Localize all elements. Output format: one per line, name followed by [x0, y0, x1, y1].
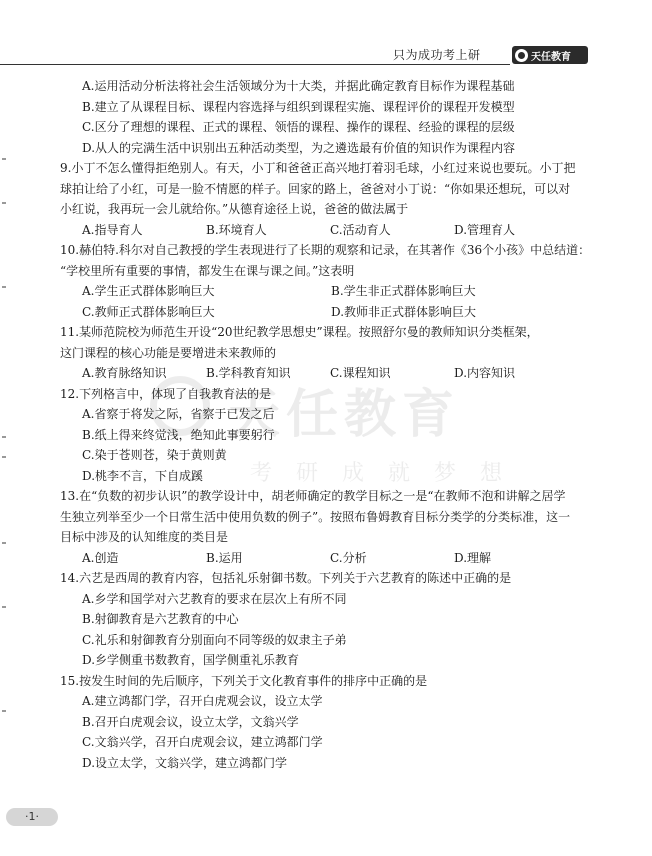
page-header — [0, 44, 600, 66]
option-a: A.指导育人 — [82, 222, 143, 237]
option-c: C.教师正式群体影响巨大 — [82, 304, 215, 319]
question-text: 11.某师范院校为师范生开设“20世纪教学思想史”课程。按照舒尔曼的教师知识分类框架， — [60, 325, 539, 339]
option-line: D.桃李不言，下自成蹊 — [82, 468, 204, 483]
option-line: B.建立了从课程目标、课程内容选择与组织到课程实施、课程评价的课程开发模型 — [82, 99, 515, 114]
option-d: D.管理育人 — [454, 222, 516, 237]
gutter-mark — [2, 436, 6, 438]
option-c: C.课程知识 — [330, 366, 391, 380]
gutter-mark — [2, 158, 6, 160]
watermark-title: 天任教育 — [228, 385, 461, 445]
option-row — [60, 220, 592, 241]
option-d: D.内容知识 — [454, 366, 516, 380]
option-row — [60, 302, 592, 323]
option-b: B.环境育人 — [206, 222, 267, 237]
question-text: 10.赫伯特.科尔对自己教授的学生表现进行了长期的观察和记录，在其著作《36个小孩》中总结道： — [60, 243, 591, 257]
question-text: 小红说，我再玩一会儿就给你。”从德育途径上说，爸爸的做法属于 — [60, 202, 409, 216]
option-row — [60, 548, 592, 569]
brand-logo-icon — [515, 49, 528, 62]
question-text: 9.小丁不怎么懂得拒绝别人。有天，小丁和爸爸正高兴地打着羽毛球，小红过来说也要玩。小丁把 — [60, 161, 576, 175]
option-c: C.活动育人 — [330, 222, 391, 237]
question-text: 13.在“负数的初步认识”的教学设计中，胡老师确定的教学目标之一是“在教师不泡和讲解之居学 — [60, 489, 566, 503]
option-line: D.乡学侧重书数教育，国学侧重礼乐教育 — [82, 653, 300, 667]
option-c: C.分析 — [330, 550, 367, 565]
option-line: A.乡学和国学对六艺教育的要求在层次上有所不同 — [82, 591, 347, 606]
gutter-mark — [2, 542, 6, 544]
gutter-mark — [2, 606, 6, 608]
option-line: B.射御教育是六艺教育的中心 — [82, 612, 239, 626]
option-row — [60, 281, 592, 302]
header-rule — [0, 64, 510, 65]
option-line: A.建立鸿都门学，召开白虎观会议，设立太学 — [82, 694, 323, 708]
question-text: 目标中涉及的认知维度的类目是 — [60, 530, 229, 544]
option-line: D.从人的完满生活中识别出五种活动类型，为之遴选最有价值的知识作为课程内容 — [82, 140, 516, 155]
question-text: 15.按发生时间的先后顺序，下列关于文化教育事件的排序中正确的是 — [60, 673, 428, 688]
option-line: B.纸上得来终觉浅，绝知此事要躬行 — [82, 427, 275, 442]
question-content — [60, 76, 592, 773]
option-line: C.文翁兴学，召开白虎观会议，建立鸿都门学 — [82, 735, 323, 749]
watermark-subtitle: 考研成就梦想 — [250, 461, 527, 486]
question-text: 球拍让给了小红，可是一脸不情愿的样子。回家的路上，爸爸对小丁说：“你如果还想玩，可以对 — [60, 181, 571, 196]
option-line: A.运用活动分析法将社会生活领域分为十大类，并据此确定教育目标作为课程基础 — [82, 79, 515, 93]
option-line: C.染于苍则苍，染于黄则黄 — [82, 448, 227, 462]
option-d: D.理解 — [454, 550, 492, 565]
option-a: A.学生正式群体影响巨大 — [82, 284, 215, 298]
page-number: ·1· — [6, 808, 58, 826]
option-line: C.礼乐和射御教育分别面向不同等级的奴隶主子弟 — [82, 632, 347, 647]
option-line: A.省察于将发之际，省察于已发之后 — [82, 407, 275, 421]
question-text: 12.下列格言中，体现了自我教育法的是 — [60, 386, 272, 401]
option-line: C.区分了理想的课程、正式的课程、领悟的课程、操作的课程、经验的课程的层级 — [82, 120, 515, 134]
option-line: B.召开白虎观会议，设立太学，文翁兴学 — [82, 714, 299, 729]
gutter-mark — [2, 202, 6, 204]
header-slogan: 只为成功考上研 — [393, 48, 481, 62]
question-text: 这门课程的核心功能是要增进未来教师的 — [60, 345, 277, 360]
option-row — [60, 363, 592, 384]
option-b: B.学科教育知识 — [206, 366, 291, 380]
option-a: A.创造 — [82, 550, 119, 565]
brand-logo — [512, 46, 588, 64]
question-text: 14.六艺是西周的教育内容，包括礼乐射御书数。下列关于六艺教育的陈述中正确的是 — [60, 571, 512, 585]
brand-name: 天任教育 — [531, 51, 571, 63]
gutter-mark — [2, 286, 6, 288]
option-b: B.运用 — [206, 550, 243, 565]
option-d: D.教师非正式群体影响巨大 — [331, 304, 477, 319]
gutter-mark — [2, 456, 6, 458]
option-a: A.教育脉络知识 — [82, 366, 167, 380]
gutter-mark — [2, 710, 6, 712]
question-text: 生独立列举至少一个日常生活中使用负数的例子”。按照布鲁姆教育目标分类学的分类标准，这一 — [60, 509, 571, 524]
option-b: B.学生非正式群体影响巨大 — [331, 284, 476, 298]
question-text: “学校里所有重要的事情，都发生在课与课之间。”这表明 — [60, 263, 355, 278]
option-line: D.设立太学，文翁兴学，建立鸿都门学 — [82, 755, 288, 770]
